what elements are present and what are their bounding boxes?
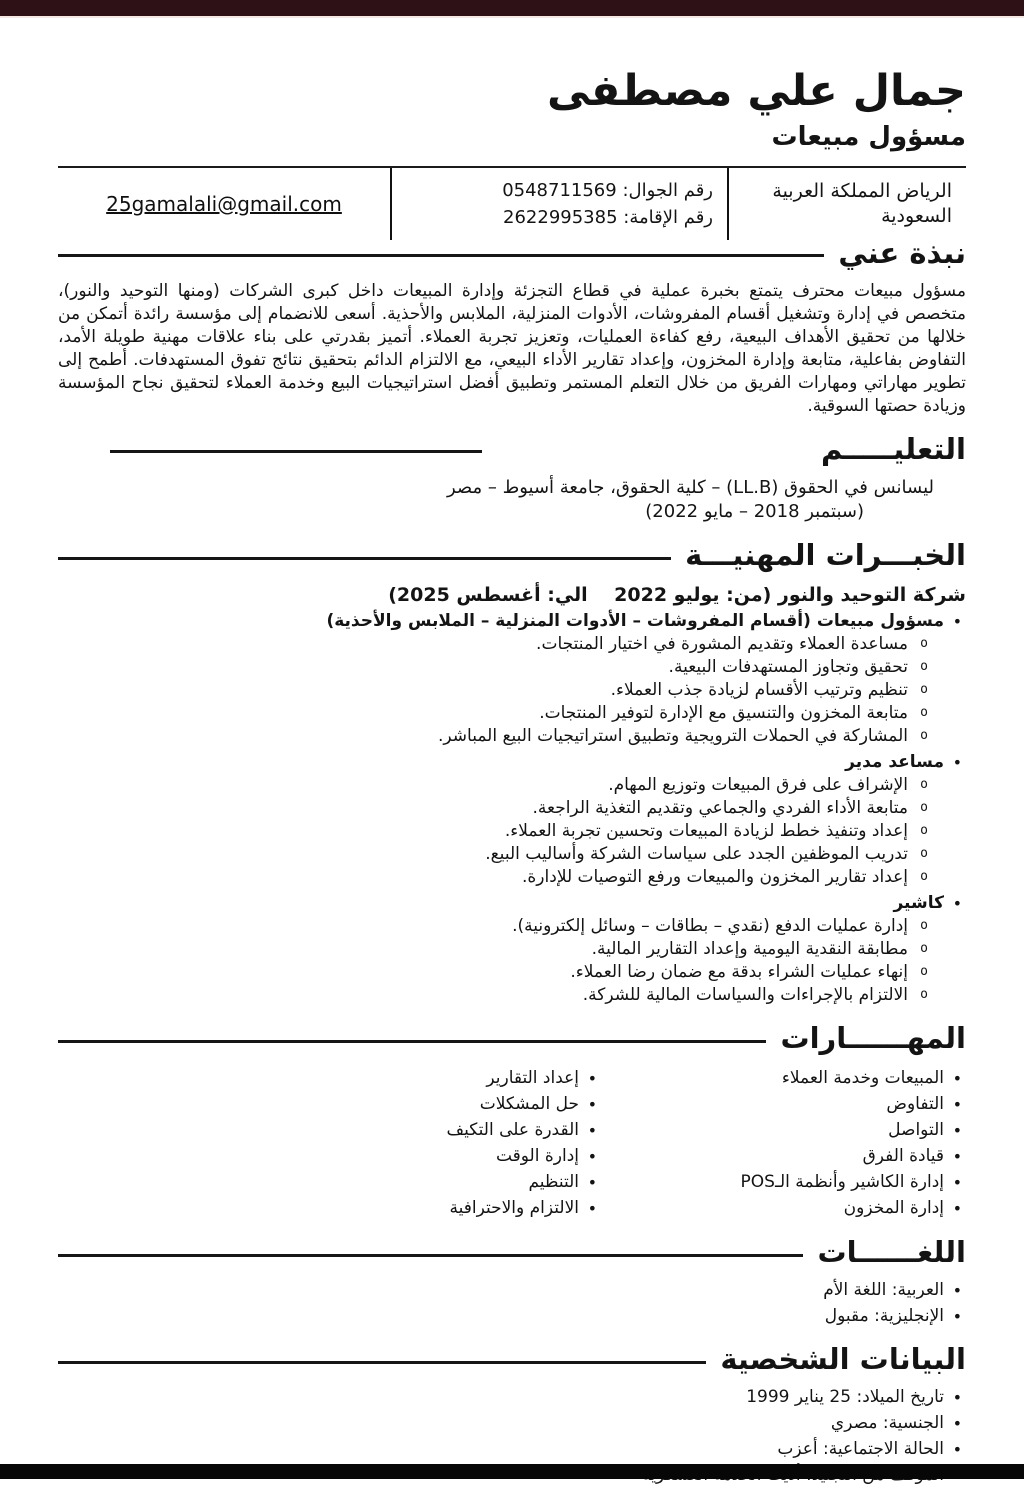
section-languages [58, 1231, 966, 1328]
duty-item: o مطابقة النقدية اليومية وإعداد التقارير المالية. [58, 938, 932, 961]
contact-location: الرياض المملكة العربية السعودية [772, 180, 952, 227]
email-link[interactable]: 25gamalali@gmail.com [106, 191, 342, 216]
section-education [58, 428, 966, 524]
education-section-title: التعليـــــم [820, 431, 966, 466]
role-name: كاشير [893, 893, 944, 914]
personal-section-title: البيانات الشخصية [720, 1342, 966, 1377]
skills-left-column [58, 1065, 601, 1221]
skills-section-title: المهــــــارات [780, 1021, 966, 1056]
languages-list [58, 1279, 966, 1328]
skill-item: • القدرة على التكيف [58, 1118, 601, 1143]
duty-item: o إنهاء عمليات الشراء بدقة مع ضمان رضا العملاء. [58, 961, 932, 984]
contact-phone-line [406, 180, 713, 201]
section-rule [58, 254, 824, 257]
section-rule [58, 1361, 706, 1364]
skill-item: • حل المشكلات [58, 1092, 601, 1117]
skills-grid [58, 1065, 966, 1221]
skill-item: • الالتزام والاحترافية [58, 1196, 601, 1221]
candidate-name: جمال علي مصطفى [547, 66, 966, 116]
phone-label: رقم الجوال: [622, 179, 713, 201]
contact-numbers-cell [392, 168, 729, 240]
role-name: مساعد مدير [845, 752, 944, 773]
about-section-title: نبذة عني [838, 235, 966, 270]
skill-item: • إدارة المخزون [601, 1196, 966, 1221]
role-duties-list [58, 774, 944, 889]
duty-item: o الإشراف على فرق المبيعات وتوزيع المهام. [58, 774, 932, 797]
iqama-label: رقم الإقامة: [623, 206, 713, 228]
skill-item: • إدارة الكاشير وأنظمة الـPOS [601, 1170, 966, 1195]
personal-data-item: • الجنسية: مصري [58, 1412, 966, 1435]
skill-item: • إدارة الوقت [58, 1144, 601, 1169]
duty-item: o متابعة الأداء الفردي والجماعي وتقديم التغذية الراجعة. [58, 797, 932, 820]
language-item: • العربية: اللغة الأم [58, 1279, 966, 1302]
duty-item: o تدريب الموظفين الجدد على سياسات الشركة وأساليب البيع. [58, 843, 932, 866]
company-line: شركة التوحيد والنور (من: يوليو 2022 الي: أغسطس 2025) [388, 584, 966, 607]
contact-bar [58, 166, 966, 240]
personal-data-item: • الحالة الاجتماعية: أعزب [58, 1438, 966, 1461]
skill-item: • إعداد التقارير [58, 1066, 601, 1091]
language-item: • الإنجليزية: مقبول [58, 1305, 966, 1328]
skills-right-column [601, 1065, 966, 1221]
resume-content [0, 64, 1024, 1487]
duty-item: o متابعة المخزون والتنسيق مع الإدارة لتوفير المنتجات. [58, 702, 932, 725]
education-degree: ليسانس في الحقوق (LL.B) – كلية الحقوق، جامعة أسيوط – مصر [446, 476, 934, 498]
contact-email-cell [58, 168, 392, 240]
duty-item: o تنظيم وترتيب الأقسام لزيادة جذب العملاء. [58, 679, 932, 702]
duty-item: o مساعدة العملاء وتقديم المشورة في اختيار المنتجات. [58, 633, 932, 656]
personal-data-item: • تاريخ الميلاد: 25 يناير 1999 [58, 1386, 966, 1409]
role-name: مسؤول مبيعات (أقسام المفروشات – الأدوات المنزلية – الملابس والأحذية) [326, 611, 944, 632]
contact-iqama-line [406, 207, 713, 228]
duty-item: o الالتزام بالإجراءات والسياسات المالية للشركة. [58, 984, 932, 1007]
section-rule [58, 557, 671, 560]
section-rule [58, 1254, 803, 1257]
skill-item: • التنظيم [58, 1170, 601, 1195]
role-duties-list [58, 633, 944, 748]
skill-item: • المبيعات وخدمة العملاء [601, 1066, 966, 1091]
contact-location-cell [729, 168, 966, 240]
duty-item: o إدارة عمليات الدفع (نقدي – بطاقات – وسائل إلكترونية). [58, 915, 932, 938]
about-paragraph: مسؤول مبيعات محترف يتمتع بخبرة عملية في قطاع التجزئة وإدارة المبيعات داخل كبرى الشركات (ومنها التوحيد والنور)، متخصص في إدارة وتشغيل أقسام المفروشات، الأدوات المنزلية، الملابس والأحذية. أسعى للانضمام إلى مؤسسة رائدة أتمكن من خلالها من تحقيق الأهداف البيعية، رفع كفاءة العمليات، وتعزيز تجربة العملاء. أتميز بقدرتي على بناء علاقات مهنية طويلة الأمد، التفاوض بفاعلية، متابعة وإدارة المخزون، وإعداد تقارير الأداء البيعي، مع الالتزام الدائم بتحقيق نتائج تفوق المستهدفات. أطمح إلى تطوير مهاراتي ومهارات الفريق من خلال التعلم المستمر وتطبيق أفضل استراتيجيات البيع وخدمة العملاء لتحقيق نجاح المؤسسة وزيادة حصتها السوقية. [58, 280, 966, 416]
experience-section-title: الخبـــرات المهنيـــة [685, 537, 966, 572]
skill-item: • قيادة الفرق [601, 1144, 966, 1169]
duty-item: o إعداد وتنفيذ خطط لزيادة المبيعات وتحسين تجربة العملاء. [58, 820, 932, 843]
phone-number: 0548711569 [502, 179, 617, 201]
experience-roles-list [58, 610, 966, 1007]
iqama-number: 2622995385 [503, 206, 618, 228]
section-skills [58, 1017, 966, 1221]
duty-item: o تحقيق وتجاوز المستهدفات البيعية. [58, 656, 932, 679]
section-rule [110, 450, 482, 453]
candidate-job-title: مسؤول مبيعات [771, 121, 966, 152]
top-accent-band [0, 0, 1024, 18]
skill-item: • التفاوض [601, 1092, 966, 1117]
languages-section-title: اللغــــــات [817, 1235, 966, 1270]
duty-item: o المشاركة في الحملات الترويجية وتطبيق استراتيجيات البيع المباشر. [58, 725, 932, 748]
role-item [58, 751, 966, 889]
role-item [58, 892, 966, 1007]
education-dates: (سبتمبر 2018 – مايو 2022) [645, 500, 864, 522]
role-item [58, 610, 966, 748]
section-rule [58, 1040, 766, 1043]
role-duties-list [58, 915, 944, 1007]
skill-item: • التواصل [601, 1118, 966, 1143]
duty-item: o إعداد تقارير المخزون والمبيعات ورفع التوصيات للإدارة. [58, 866, 932, 889]
bottom-accent-band [0, 1464, 1024, 1479]
section-experience [58, 534, 966, 1007]
section-about [58, 232, 966, 418]
